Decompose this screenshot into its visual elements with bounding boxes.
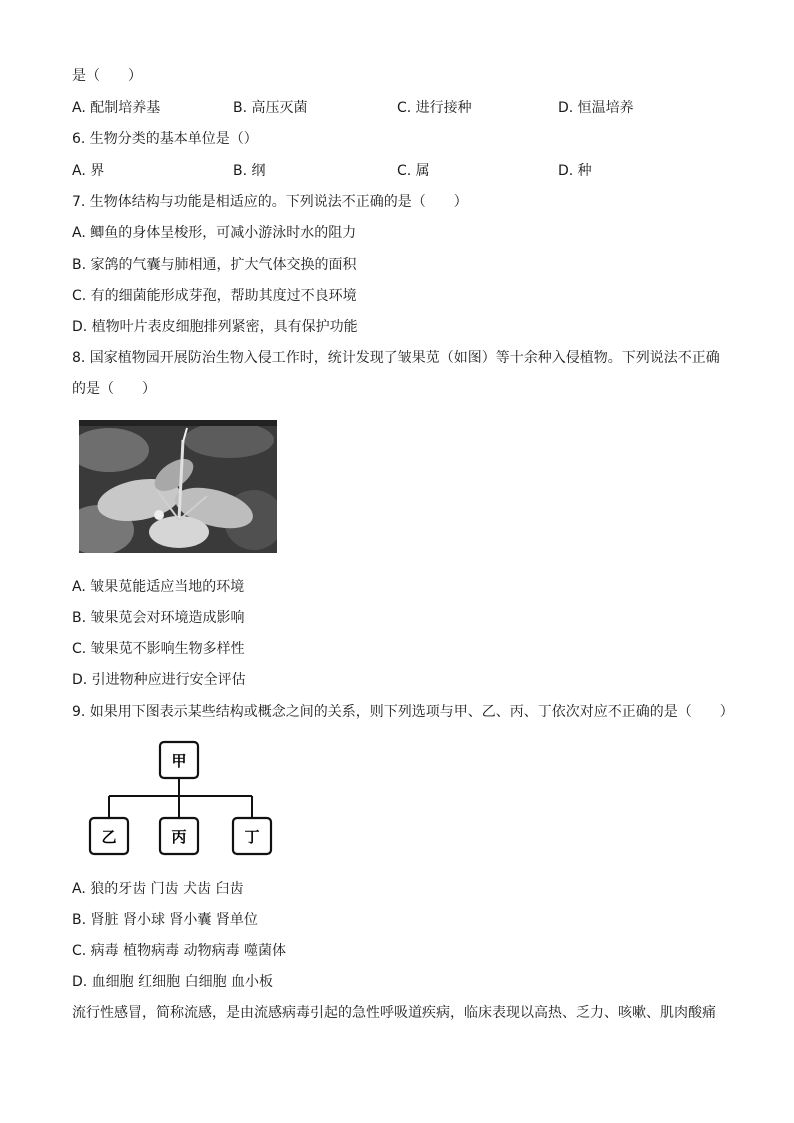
q9-option-a: A. 狼的牙齿 门齿 犬齿 臼齿 [72, 881, 244, 897]
q6-stem: 6. 生物分类的基本单位是（） [72, 131, 258, 147]
diagram-node-top: 甲 [171, 752, 187, 770]
q5-option-c: C. 进行接种 [397, 100, 472, 116]
q9-option-d: D. 血细胞 红细胞 白细胞 血小板 [72, 974, 274, 990]
q9-stem: 9. 如果用下图表示某些结构或概念之间的关系，则下列选项与甲、乙、丙、丁依次对应不正确的是（ ） [72, 704, 734, 720]
q8-stem-line1: 8. 国家植物园开展防治生物入侵工作时，统计发现了皱果苋（如图）等十余种入侵植物。下列说法不正确 [72, 350, 720, 366]
q7-option-a: A. 鲫鱼的身体呈梭形，可减小游泳时水的阻力 [72, 225, 357, 241]
passage-text: 流行性感冒，简称流感，是由流感病毒引起的急性呼吸道疾病，临床表现以高热、乏力、咳嗽、肌肉酸痛 [72, 1005, 716, 1021]
relationship-diagram [84, 738, 284, 862]
q6-option-b: B. 纲 [233, 163, 266, 179]
q8-option-a: A. 皱果苋能适应当地的环境 [72, 579, 245, 595]
q8-option-c: C. 皱果苋不影响生物多样性 [72, 641, 245, 657]
q6-option-a: A. 界 [72, 163, 105, 179]
diagram-node-3: 丁 [244, 828, 260, 846]
q5-option-d: D. 恒温培养 [558, 100, 634, 116]
q6-option-d: D. 种 [558, 163, 592, 179]
q8-option-b: B. 皱果苋会对环境造成影响 [72, 610, 245, 626]
q7-stem: 7. 生物体结构与功能是相适应的。下列说法不正确的是（ ） [72, 194, 468, 210]
q5-option-b: B. 高压灭菌 [233, 100, 308, 116]
q6-option-c: C. 属 [397, 163, 430, 179]
plant-photo [79, 420, 277, 553]
q7-option-c: C. 有的细菌能形成芽孢，帮助其度过不良环境 [72, 288, 357, 304]
diagram-node-2: 丙 [171, 828, 187, 846]
q8-option-d: D. 引进物种应进行安全评估 [72, 672, 246, 688]
q9-option-b: B. 肾脏 肾小球 肾小囊 肾单位 [72, 912, 258, 928]
diagram-node-1: 乙 [101, 828, 117, 846]
q8-stem-line2: 的是（ ） [72, 381, 156, 397]
q5-stem-tail: 是（ ） [72, 68, 142, 84]
q7-option-b: B. 家鸽的气囊与肺相通，扩大气体交换的面积 [72, 257, 357, 273]
q7-option-d: D. 植物叶片表皮细胞排列紧密，具有保护功能 [72, 319, 358, 335]
q9-option-c: C. 病毒 植物病毒 动物病毒 噬菌体 [72, 943, 287, 959]
q5-option-a: A. 配制培养基 [72, 100, 161, 116]
